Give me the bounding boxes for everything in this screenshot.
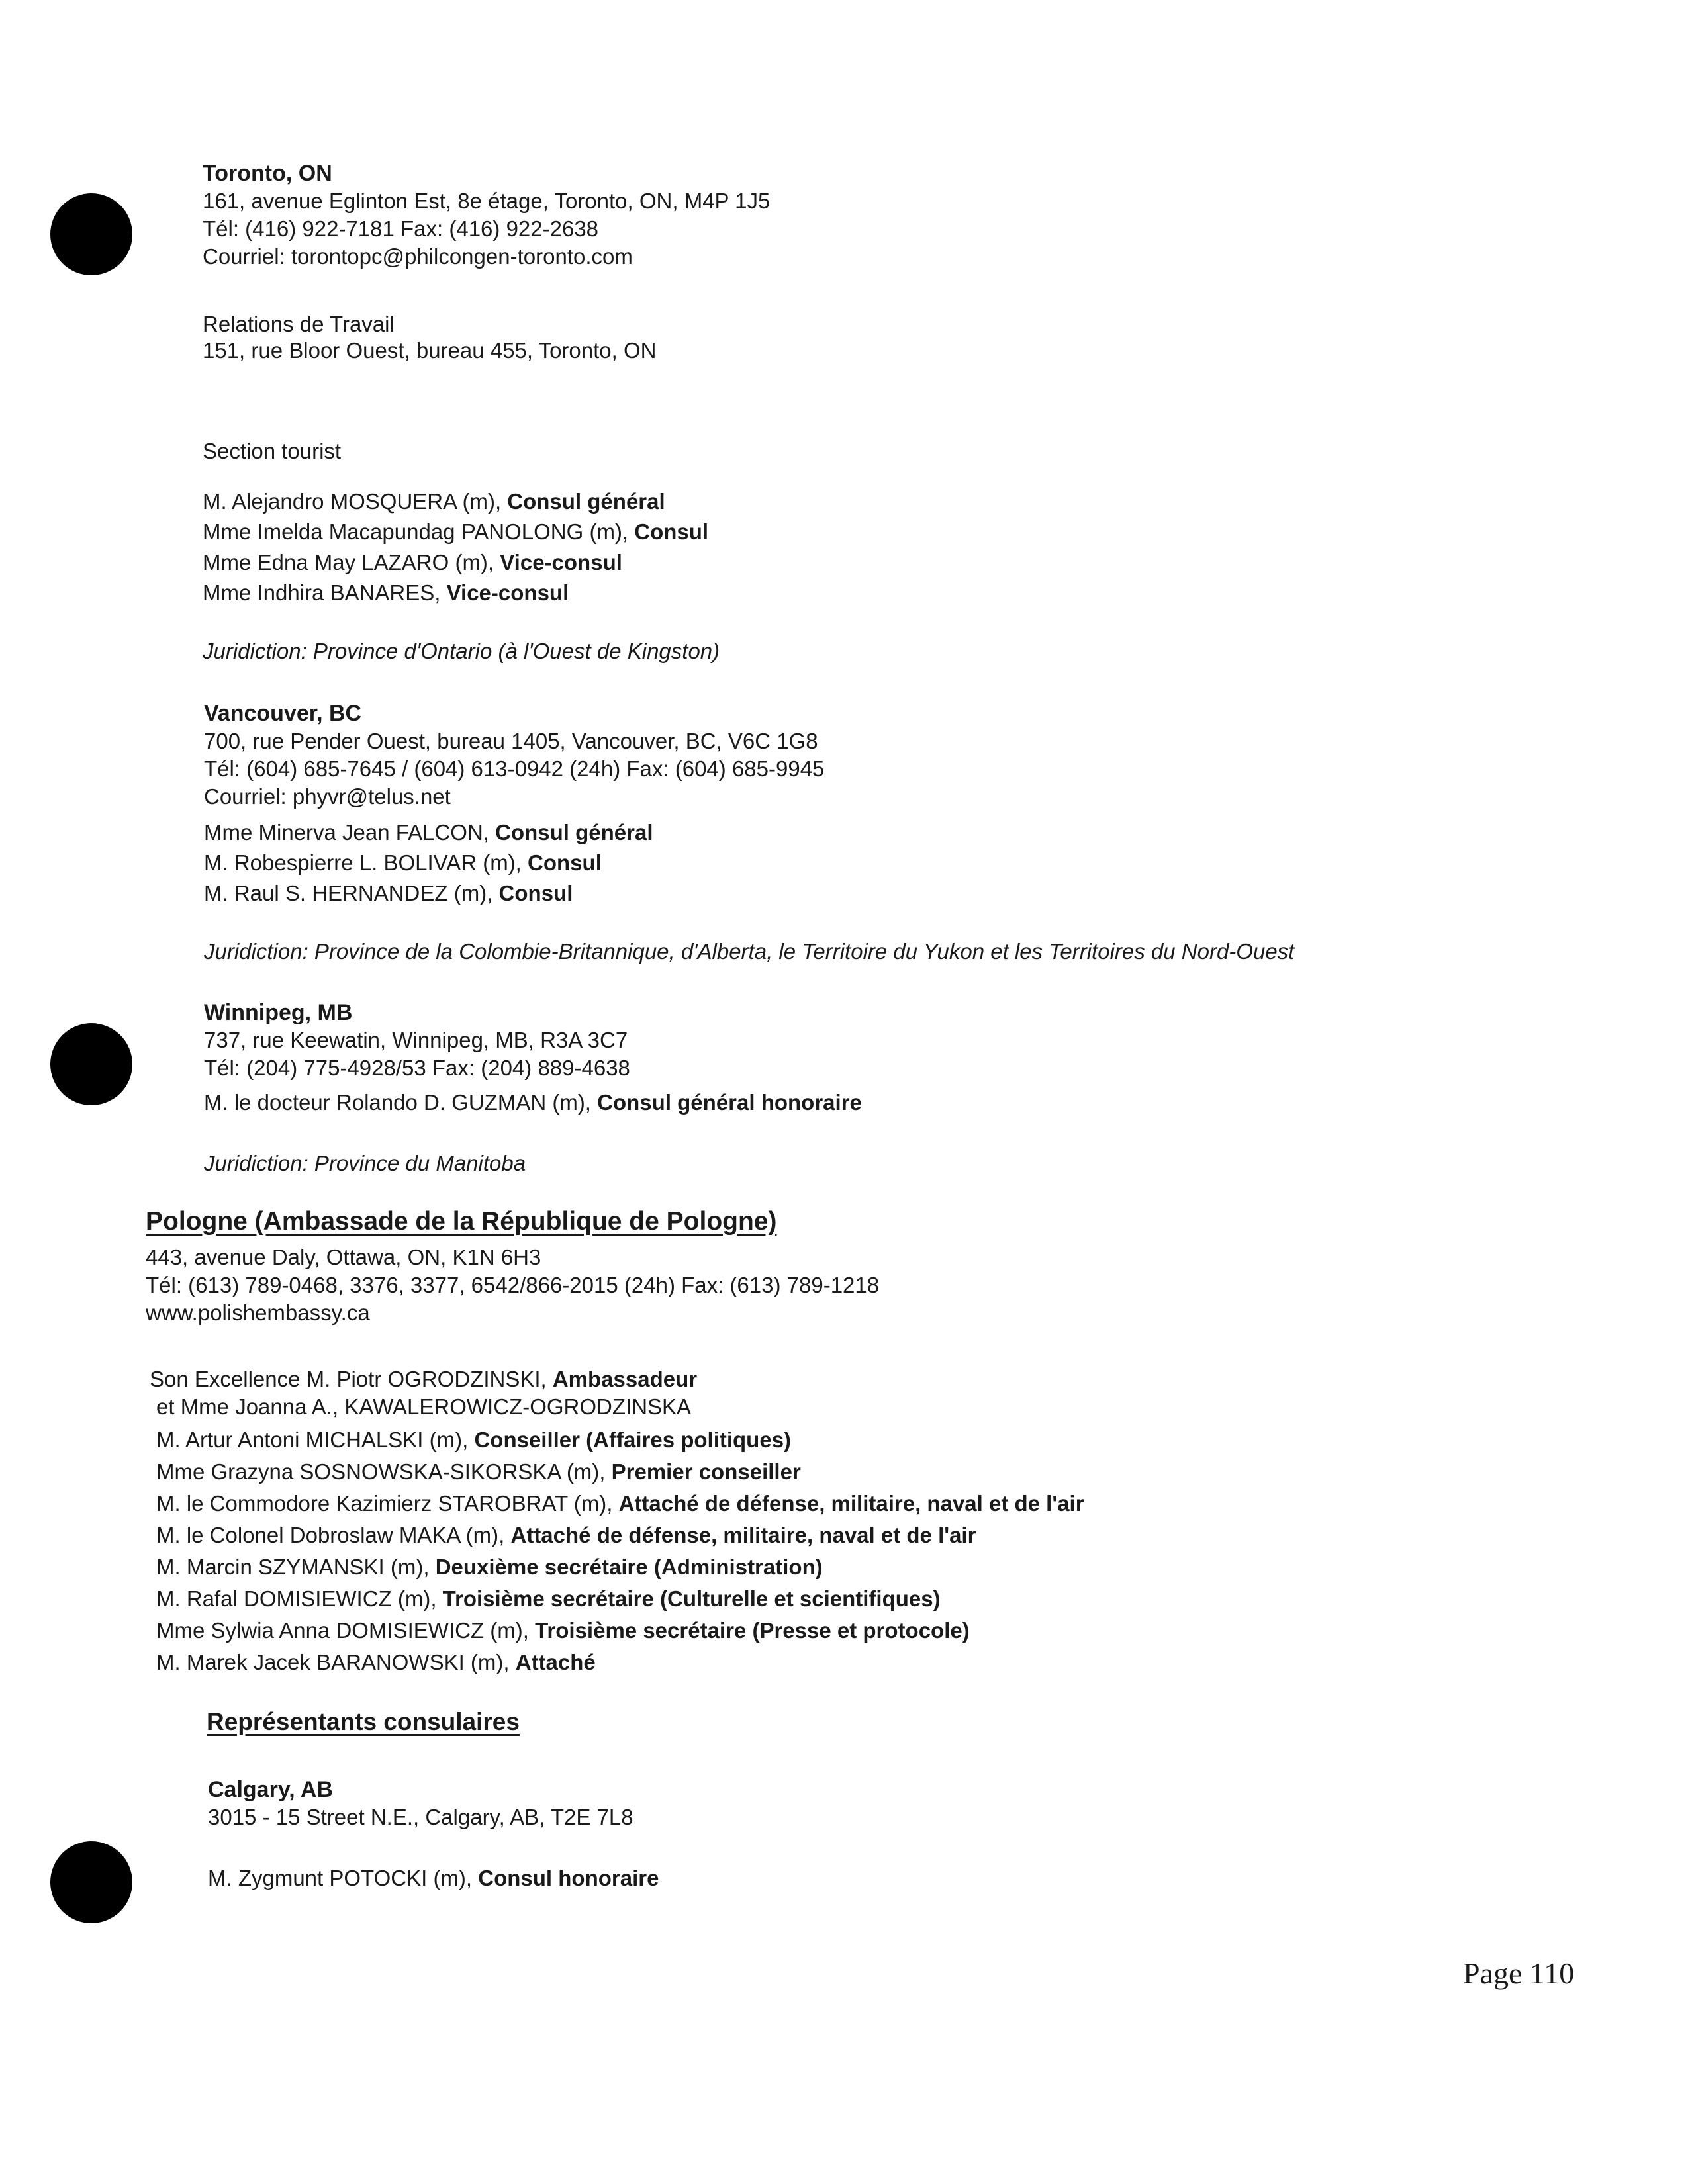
staff-title: Attaché de défense, militaire, naval et de l'air [510, 1523, 976, 1547]
page-number: Page 110 [1463, 1956, 1575, 1990]
staff-title: Troisième secrétaire (Presse et protocole) [535, 1618, 970, 1643]
staff-name: M. le Colonel Dobroslaw MAKA (m), [156, 1523, 511, 1547]
staff-title: Deuxième secrétaire (Administration) [435, 1555, 823, 1579]
staff-title: Troisième secrétaire (Culturelle et scientifiques) [442, 1586, 941, 1611]
staff-entry [156, 1522, 976, 1549]
staff-entry [156, 1490, 1084, 1517]
toronto-email: Courriel: torontopc@philcongen-toronto.com [203, 244, 633, 269]
ambassador-name: Son Excellence M. Piotr OGRODZINSKI, [150, 1367, 553, 1391]
ambassador-spouse: et Mme Joanna A., KAWALEROWICZ-OGRODZINSKA [156, 1394, 692, 1419]
vancouver-address: 700, rue Pender Ouest, bureau 1405, Vancouver, BC, V6C 1G8 [204, 729, 818, 753]
staff-title: Attaché [515, 1650, 596, 1674]
vancouver-email: Courriel: phyvr@telus.net [204, 784, 451, 809]
staff-title: Conseiller (Affaires politiques) [474, 1428, 792, 1452]
winnipeg-address: 737, rue Keewatin, Winnipeg, MB, R3A 3C7 [204, 1028, 628, 1052]
staff-title: Consul [498, 881, 573, 905]
punch-hole-top [50, 193, 132, 275]
ambassador-entry [150, 1366, 697, 1392]
toronto-jurisdiction: Juridiction: Province d'Ontario (à l'Ouest de Kingston) [203, 639, 720, 663]
staff-name: M. le Commodore Kazimierz STAROBRAT (m), [156, 1491, 619, 1516]
toronto-labor-address: 151, rue Bloor Ouest, bureau 455, Toronto, ON [203, 338, 657, 363]
calgary-address: 3015 - 15 Street N.E., Calgary, AB, T2E 7L8 [208, 1805, 633, 1829]
staff-name: M. Robespierre L. BOLIVAR (m), [204, 850, 528, 875]
staff-title: Vice-consul [500, 550, 622, 574]
staff-name: M. Alejandro MOSQUERA (m), [203, 489, 508, 514]
staff-name: M. Artur Antoni MICHALSKI (m), [156, 1428, 475, 1452]
poland-website: www.polishembassy.ca [146, 1300, 370, 1325]
staff-name: Mme Minerva Jean FALCON, [204, 820, 496, 844]
staff-title: Consul général [495, 820, 653, 844]
poland-heading: Pologne (Ambassade de la République de Pologne) [146, 1207, 777, 1236]
staff-title: Premier conseiller [611, 1459, 801, 1484]
staff-entry [203, 549, 622, 576]
staff-title: Vice-consul [446, 580, 569, 605]
winnipeg-city: Winnipeg, MB [204, 1000, 353, 1025]
staff-entry [204, 880, 573, 907]
staff-title: Consul honoraire [478, 1866, 659, 1890]
staff-entry [156, 1617, 970, 1644]
vancouver-phone: Tél: (604) 685-7645 / (604) 613-0942 (24h) Fax: (604) 685-9945 [204, 756, 825, 781]
staff-entry [203, 488, 665, 515]
toronto-address: 161, avenue Eglinton Est, 8e étage, Toronto, ON, M4P 1J5 [203, 189, 771, 213]
staff-entry [208, 1865, 659, 1891]
winnipeg-jurisdiction: Juridiction: Province du Manitoba [204, 1151, 526, 1175]
staff-name: M. Raul S. HERNANDEZ (m), [204, 881, 499, 905]
staff-title: Consul général [507, 489, 665, 514]
staff-name: M. Marcin SZYMANSKI (m), [156, 1555, 436, 1579]
staff-entry [156, 1459, 801, 1485]
staff-entry [156, 1554, 823, 1580]
punch-hole-bottom [50, 1841, 132, 1923]
winnipeg-phone: Tél: (204) 775-4928/53 Fax: (204) 889-4638 [204, 1056, 630, 1080]
consular-heading: Représentants consulaires [207, 1708, 520, 1735]
ambassador-title: Ambassadeur [552, 1367, 698, 1391]
staff-title: Attaché de défense, militaire, naval et de l'air [618, 1491, 1084, 1516]
vancouver-jurisdiction: Juridiction: Province de la Colombie-Britannique, d'Alberta, le Territoire du Yukon et les Territoires du Nord-Ouest [204, 939, 1295, 964]
staff-name: M. Rafal DOMISIEWICZ (m), [156, 1586, 443, 1611]
staff-title: Consul général honoraire [597, 1090, 862, 1115]
staff-name: Mme Edna May LAZARO (m), [203, 550, 500, 574]
staff-entry [204, 1089, 862, 1116]
toronto-labor-title: Relations de Travail [203, 312, 395, 336]
toronto-tourist-section: Section tourist [203, 439, 342, 463]
staff-name: Mme Sylwia Anna DOMISIEWICZ (m), [156, 1618, 536, 1643]
staff-entry [203, 519, 708, 545]
staff-name: Mme Grazyna SOSNOWSKA-SIKORSKA (m), [156, 1459, 612, 1484]
toronto-city: Toronto, ON [203, 161, 332, 186]
staff-title: Consul [634, 520, 709, 544]
vancouver-city: Vancouver, BC [204, 701, 362, 726]
poland-address: 443, avenue Daly, Ottawa, ON, K1N 6H3 [146, 1245, 541, 1269]
staff-entry [203, 580, 569, 606]
staff-entry [156, 1649, 596, 1676]
staff-name: M. le docteur Rolando D. GUZMAN (m), [204, 1090, 598, 1115]
staff-name: M. Marek Jacek BARANOWSKI (m), [156, 1650, 516, 1674]
staff-entry [156, 1427, 791, 1453]
staff-title: Consul [528, 850, 602, 875]
staff-name: Mme Imelda Macapundag PANOLONG (m), [203, 520, 635, 544]
staff-name: M. Zygmunt POTOCKI (m), [208, 1866, 479, 1890]
staff-name: Mme Indhira BANARES, [203, 580, 447, 605]
toronto-phone: Tél: (416) 922-7181 Fax: (416) 922-2638 [203, 216, 599, 241]
staff-entry [204, 819, 653, 846]
calgary-city: Calgary, AB [208, 1777, 333, 1802]
punch-hole-middle [50, 1023, 132, 1105]
staff-entry [156, 1586, 941, 1612]
staff-entry [204, 850, 602, 876]
poland-phone: Tél: (613) 789-0468, 3376, 3377, 6542/866-2015 (24h) Fax: (613) 789-1218 [146, 1273, 880, 1297]
